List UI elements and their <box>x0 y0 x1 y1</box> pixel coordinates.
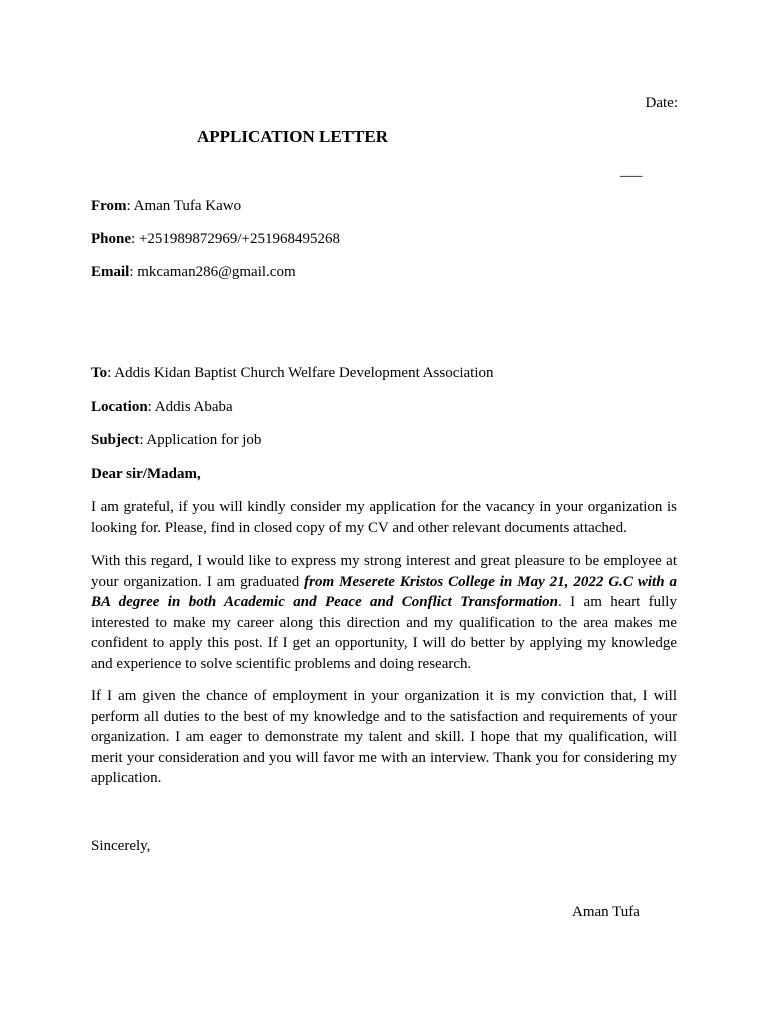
paragraph-3: If I am given the chance of employment in your organization it is my conviction that, I will perform all duties to the best of my knowledge and to the satisfaction and requirements of your organization. I am eager to demonstrate my talent and skill. I hope that my qualification, will merit your consideration and you will favor me with an interview. Thank you for considering my application. <box>91 688 677 786</box>
paragraph-2 <box>91 551 677 674</box>
greeting: Dear sir/Madam, <box>91 466 201 482</box>
paragraph-2-emphasis: from Meserete Kristos College in May 21, 2022 G.C with a BA degree in both Academic and Peace and Conflict Transformation <box>91 573 677 610</box>
phone-value: : +251989872969/+251968495268 <box>131 231 341 247</box>
email-label: Email <box>91 264 130 280</box>
location-label: Location <box>91 399 148 415</box>
subject-label: Subject <box>91 432 140 448</box>
date-blank-line: ___ <box>620 163 643 179</box>
from-label: From <box>91 198 127 214</box>
from-value: : Aman Tufa Kawo <box>126 198 242 214</box>
from-line <box>91 196 241 217</box>
to-line <box>91 363 494 384</box>
location-value: : Addis Ababa <box>147 399 233 415</box>
to-label: To <box>91 365 108 381</box>
page-title: APPLICATION LETTER <box>197 127 388 146</box>
paragraph-2-start: With this regard, I would like to express my strong interest and great pleasure to be employee at your organization. I am graduated <box>91 553 677 590</box>
phone-line <box>91 229 340 250</box>
subject-value: : Application for job <box>139 432 262 448</box>
date-label: Date: <box>645 95 678 111</box>
location-line <box>91 397 233 418</box>
paragraph-2-end: . I am heart fully interested to make my career along this direction and my qualification to the area makes me confident to apply this post. If I get an opportunity, I will do better by applying my knowledge and experience to solve scientific problems and doing research. <box>91 594 677 672</box>
closing-sincerely: Sincerely, <box>91 838 151 854</box>
phone-label: Phone <box>91 231 132 247</box>
to-value: : Addis Kidan Baptist Church Welfare Development Association <box>107 365 494 381</box>
subject-line <box>91 430 261 451</box>
email-value: : mkcaman286@gmail.com <box>129 264 296 280</box>
signature-name: Aman Tufa <box>572 904 640 920</box>
email-line <box>91 262 296 283</box>
paragraph-1: I am grateful, if you will kindly consider my application for the vacancy in your organization is looking for. Please, find in closed copy of my CV and other relevant documents attached. <box>91 499 677 536</box>
